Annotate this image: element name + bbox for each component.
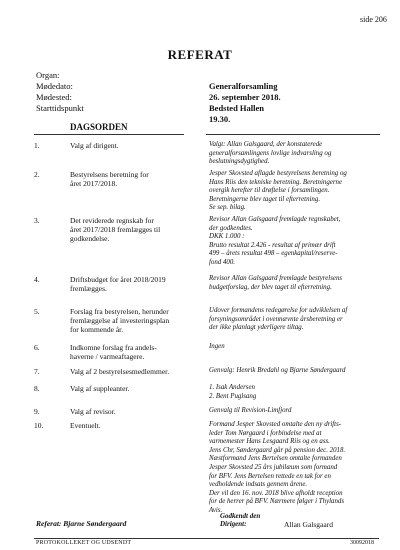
agenda-item-result-line: Beretningerne blev taget til efterretning. bbox=[209, 195, 321, 203]
meta-label-date: Mødedato: bbox=[36, 81, 73, 91]
agenda-item-result bbox=[209, 421, 377, 516]
agenda-item-text bbox=[70, 384, 194, 393]
agenda-item-text-line: året 2017/2018 fremlægges til bbox=[70, 225, 161, 234]
agenda-item-text bbox=[70, 421, 194, 430]
agenda-item-text-line: Valg af dirigent. bbox=[70, 141, 119, 150]
agenda-item-result-line: vedholdende indsats gennem årene. bbox=[209, 481, 308, 489]
agenda-item-result-line: Ingen bbox=[209, 343, 225, 350]
agenda-item-result-line: leder Tom Nørgaard i forbindelse med at bbox=[209, 429, 322, 437]
agenda-item-result bbox=[209, 367, 377, 376]
agenda-item-text-line: fremlæggelse af investeringsplan bbox=[70, 316, 170, 325]
agenda-rule-left bbox=[34, 134, 184, 135]
agenda-item-result bbox=[209, 407, 377, 416]
agenda-item-result-line: 2. Bent Puglsang bbox=[209, 392, 257, 400]
agenda-item-result-line: Revisor Allan Galsgaard fremlagde regnskabet, bbox=[209, 216, 341, 223]
agenda-item-result-line: budgetforslag, der blev taget til efterretning. bbox=[209, 283, 332, 291]
agenda-item-text bbox=[70, 307, 194, 334]
agenda-item-result-line: for BFV. Jens Bertelsen rettede en tak for en bbox=[209, 472, 331, 480]
agenda-item-number: 5. bbox=[34, 307, 40, 316]
agenda-item-result-line: varmemester Hans Lesgaard Riis og en ass. bbox=[209, 438, 330, 446]
agenda-item-result bbox=[209, 216, 377, 268]
footer-left: PROTOKOLLEKET OG UDSENDT bbox=[36, 540, 132, 546]
agenda-item-number: 2. bbox=[34, 170, 40, 179]
agenda-item-result-line: der ikke planlagt yderligere tiltag. bbox=[209, 324, 304, 332]
agenda-item-text-line: haverne / varmeaftagere. bbox=[70, 352, 145, 361]
agenda-item-text-line: fremlægges. bbox=[70, 284, 107, 293]
agenda-item-result-line: 499 – årets resultat 498 – egenkapital/reserve- bbox=[209, 250, 338, 258]
agenda-item-result bbox=[209, 384, 377, 401]
agenda-item-number: 7. bbox=[34, 367, 40, 376]
agenda-item-text bbox=[70, 170, 194, 188]
agenda-item-result-line: Genvalg: Henrik Bredahl og Bjarne Søndergaard bbox=[209, 367, 346, 374]
approval-label bbox=[220, 512, 260, 528]
agenda-item-result-line: Jesper Skovsted aflagde bestyrelsens beretning og bbox=[209, 170, 347, 177]
meta-label-start: Starttidspunkt bbox=[36, 103, 84, 113]
meta-value-date: 26. september 2018. bbox=[209, 92, 281, 102]
agenda-item-result-line: der godkendtes. bbox=[209, 224, 253, 232]
footer-rule bbox=[34, 538, 379, 539]
agenda-item-number: 8. bbox=[34, 384, 40, 393]
agenda-item-text bbox=[70, 275, 194, 293]
agenda-item-result-line: forsyningsområdet i ovennævnte årsberetning er bbox=[209, 315, 343, 323]
agenda-item-result-line: Revisor Allan Galsgaard fremlagde bestyrelsens bbox=[209, 275, 343, 282]
agenda-item-text-line: Valg af 2 bestyrelsesmedlemmer. bbox=[70, 367, 170, 376]
agenda-item-number: 1. bbox=[34, 141, 40, 150]
agenda-item-result-line: Formand Jesper Skovsted omtalte den ny drifts- bbox=[209, 421, 342, 428]
agenda-item-result-line: Udover formandens redegørelse for udviklelsen af bbox=[209, 307, 348, 314]
agenda-item-number: 10. bbox=[34, 421, 44, 430]
agenda-item-result-line: for de herrer på BFV. Nærmere følger i Thylands bbox=[209, 498, 345, 506]
agenda-item-result-line: Genvalg til Revision-Limfjord bbox=[209, 407, 292, 414]
agenda-item-text-line: Forslag fra bestyrelsen, herunder bbox=[70, 307, 169, 316]
agenda-item-text-line: året 2017/2018. bbox=[70, 179, 118, 188]
agenda-item-result bbox=[209, 170, 377, 213]
meta-value-place: Bedsted Hallen bbox=[209, 103, 265, 113]
agenda-item-result-line: Hans Riis den tekniske beretning. Beretningerne bbox=[209, 178, 343, 186]
agenda-item-result-line: overgik herefter til drøftelse i forsamlingen. bbox=[209, 187, 330, 195]
agenda-item-result-line: Jens Chr, Søndergaard går på pension dec. 2018. bbox=[209, 446, 346, 454]
agenda-item-result-line: Jesper Skovsted 25 års jubilæum som formand bbox=[209, 463, 338, 471]
agenda-item-text-line: Indkomne forslag fra andels- bbox=[70, 343, 157, 352]
meta-label-place: Mødested: bbox=[36, 92, 72, 102]
agenda-item-text-line: for kommende år. bbox=[70, 325, 124, 334]
approval-date-label: Godkendt den bbox=[220, 512, 261, 520]
agenda-item-text-line: Valg af revisor. bbox=[70, 407, 116, 416]
agenda-item-text bbox=[70, 343, 194, 361]
agenda-item-result-line: Der vil den 16. nov. 2018 blive afholdt reception bbox=[209, 489, 343, 497]
agenda-rule-right bbox=[206, 134, 380, 135]
footer-right: 30092018 bbox=[350, 540, 374, 546]
agenda-item-result-line: 1. Isak Andersen bbox=[209, 384, 255, 391]
minutes-signature: Referat: Bjarne Søndergaard bbox=[36, 519, 127, 528]
agenda-item-result bbox=[209, 307, 377, 333]
agenda-item-result-line: generalforsamlingens lovlige indvarsling og bbox=[209, 149, 332, 157]
agenda-item-number: 6. bbox=[34, 343, 40, 352]
agenda-item-result-line: DKK 1.000 : bbox=[209, 233, 245, 241]
agenda-item-result-line: Valgt: Allan Galsgaard, der konstaterede bbox=[209, 141, 323, 148]
agenda-item-result-line: beslutningsdygtighed. bbox=[209, 158, 270, 166]
agenda-item-number: 4. bbox=[34, 275, 40, 284]
agenda-item-text-line: Eventuelt. bbox=[70, 421, 101, 430]
agenda-item-result-line: Næstformand Jens Bertelsen omtalte formanden bbox=[209, 455, 342, 463]
agenda-item-text bbox=[70, 367, 194, 376]
agenda-heading: DAGSORDEN bbox=[70, 122, 128, 132]
agenda-item-text-line: Bestyrelsens beretning for bbox=[70, 170, 149, 179]
document-title: REFERAT bbox=[167, 47, 233, 62]
agenda-item-result bbox=[209, 343, 377, 352]
agenda-item-result bbox=[209, 141, 377, 167]
agenda-item-text-line: Valg af suppleanter. bbox=[70, 384, 130, 393]
agenda-item-text bbox=[70, 216, 194, 243]
agenda-item-text bbox=[70, 141, 194, 150]
agenda-item-number: 3. bbox=[34, 216, 40, 225]
agenda-item-number: 9. bbox=[34, 407, 40, 416]
agenda-item-text-line: Driftsbudget for året 2018/2019 bbox=[70, 275, 166, 284]
agenda-item-result-line: Brutto resultat 2.426 - resultat af primær drift bbox=[209, 241, 336, 249]
meta-value-start: 19.30. bbox=[209, 114, 231, 124]
chair-name: Allan Galsgaard bbox=[284, 520, 333, 529]
page-number: side 206 bbox=[360, 15, 387, 24]
agenda-item-text bbox=[70, 407, 194, 416]
agenda-item-result-line: fond 400. bbox=[209, 258, 236, 266]
agenda-item-text-line: godkendelse. bbox=[70, 234, 110, 243]
agenda-item-text-line: Det reviderede regnskab for bbox=[70, 216, 154, 225]
agenda-item-result-line: Se sep. bilag. bbox=[209, 204, 246, 212]
chair-label: Dirigent: bbox=[220, 520, 247, 528]
agenda-item-result-line: Avis. bbox=[209, 506, 223, 514]
meta-value-organ: Generalforsamling bbox=[209, 81, 278, 91]
agenda-item-result bbox=[209, 275, 377, 292]
meta-label-organ: Organ: bbox=[36, 70, 60, 80]
